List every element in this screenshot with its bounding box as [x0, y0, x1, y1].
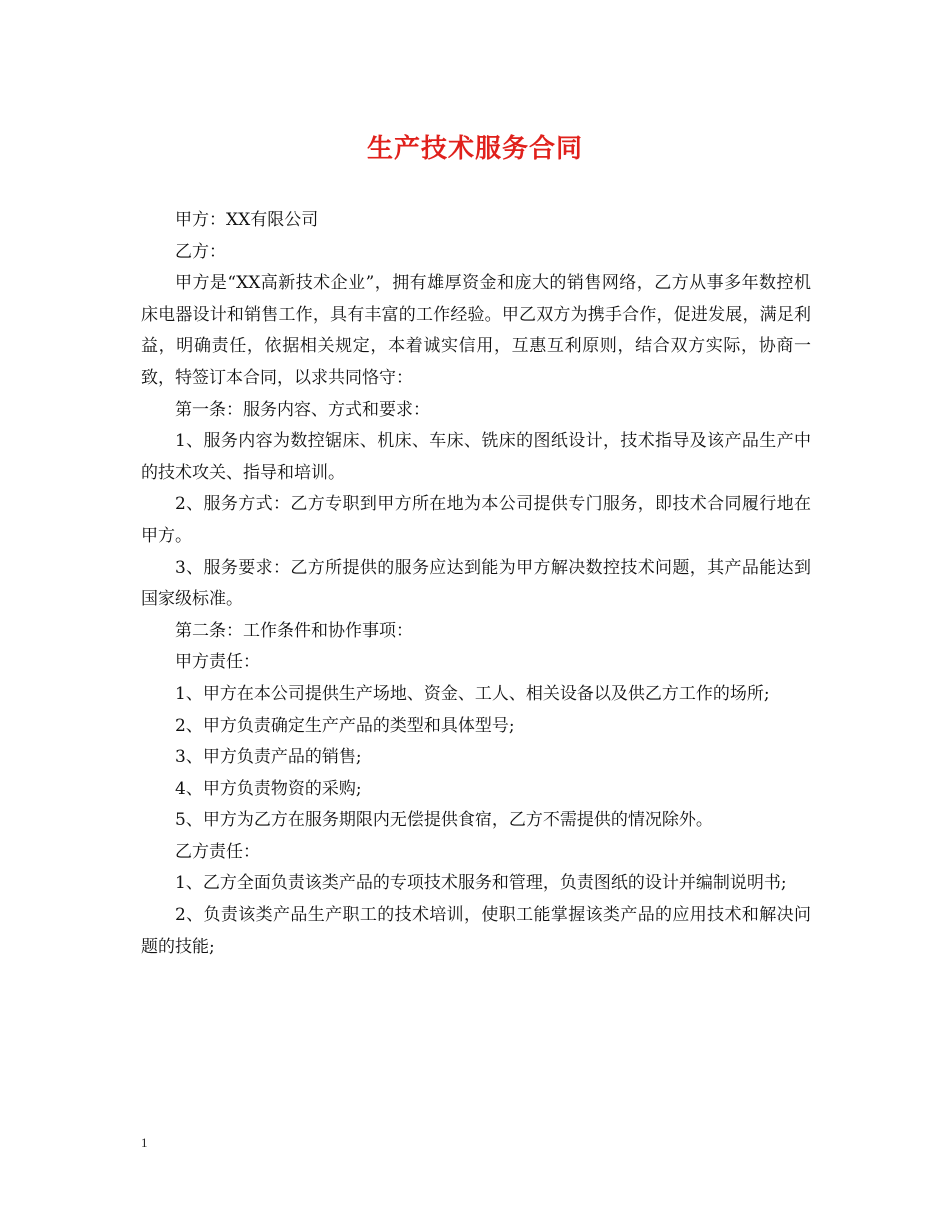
- article-1-heading: 第一条：服务内容、方式和要求：: [175, 399, 430, 420]
- article-1-item-3: 3、服务要求：乙方所提供的服务应达到能为甲方解决数控技术问题，其产品能达到国家级标准。: [141, 557, 811, 610]
- party-a-item-2: 2、甲方负责确定生产产品的类型和具体型号;: [175, 715, 515, 736]
- document-body: [141, 205, 811, 963]
- page-number: 1: [141, 1135, 148, 1150]
- party-b-item-1: 1、乙方全面负责该类产品的专项技术服务和管理，负责图纸的设计并编制说明书;: [175, 873, 787, 894]
- party-b-responsibilities-heading: 乙方责任：: [175, 841, 260, 862]
- party-a-item-3: 3、甲方负责产品的销售;: [175, 747, 362, 768]
- article-1-item-2: 2、服务方式：乙方专职到甲方所在地为本公司提供专门服务，即技术合同履行地在甲方。: [141, 494, 811, 546]
- party-a-line: 甲方：XX有限公司: [175, 210, 319, 230]
- document-title: 生产技术服务合同: [366, 134, 583, 164]
- party-b-item-2: 2、负责该类产品生产职工的技术培训，使职工能掌握该类产品的应用技术和解决问题的技能;: [141, 905, 811, 957]
- party-a-item-4: 4、甲方负责物资的采购;: [175, 778, 362, 799]
- article-1-item-1: 1、服务内容为数控锯床、机床、车床、铣床的图纸设计，技术指导及该产品生产中的技术攻关、指导和培训。: [141, 431, 811, 483]
- party-b-line: 乙方：: [175, 241, 226, 262]
- party-a-item-1: 1、甲方在本公司提供生产场地、资金、工人、相关设备以及供乙方工作的场所;: [175, 683, 770, 704]
- party-a-responsibilities-heading: 甲方责任：: [175, 652, 260, 673]
- party-a-item-5: 5、甲方为乙方在服务期限内无偿提供食宿，乙方不需提供的情况除外。: [175, 810, 713, 831]
- preamble-paragraph: 甲方是“XX高新技术企业”，拥有雄厚资金和庞大的销售网络，乙方从事多年数控机床电器设计和销售工作，具有丰富的工作经验。甲乙双方为携手合作，促进发展，满足利益，明确责任，依据相关规定，本着诚实信用，互惠互利原则，结合双方实际，协商一致，特签订本合同，以求共同恪守：: [141, 273, 811, 388]
- article-2-heading: 第二条：工作条件和协作事项：: [175, 620, 413, 641]
